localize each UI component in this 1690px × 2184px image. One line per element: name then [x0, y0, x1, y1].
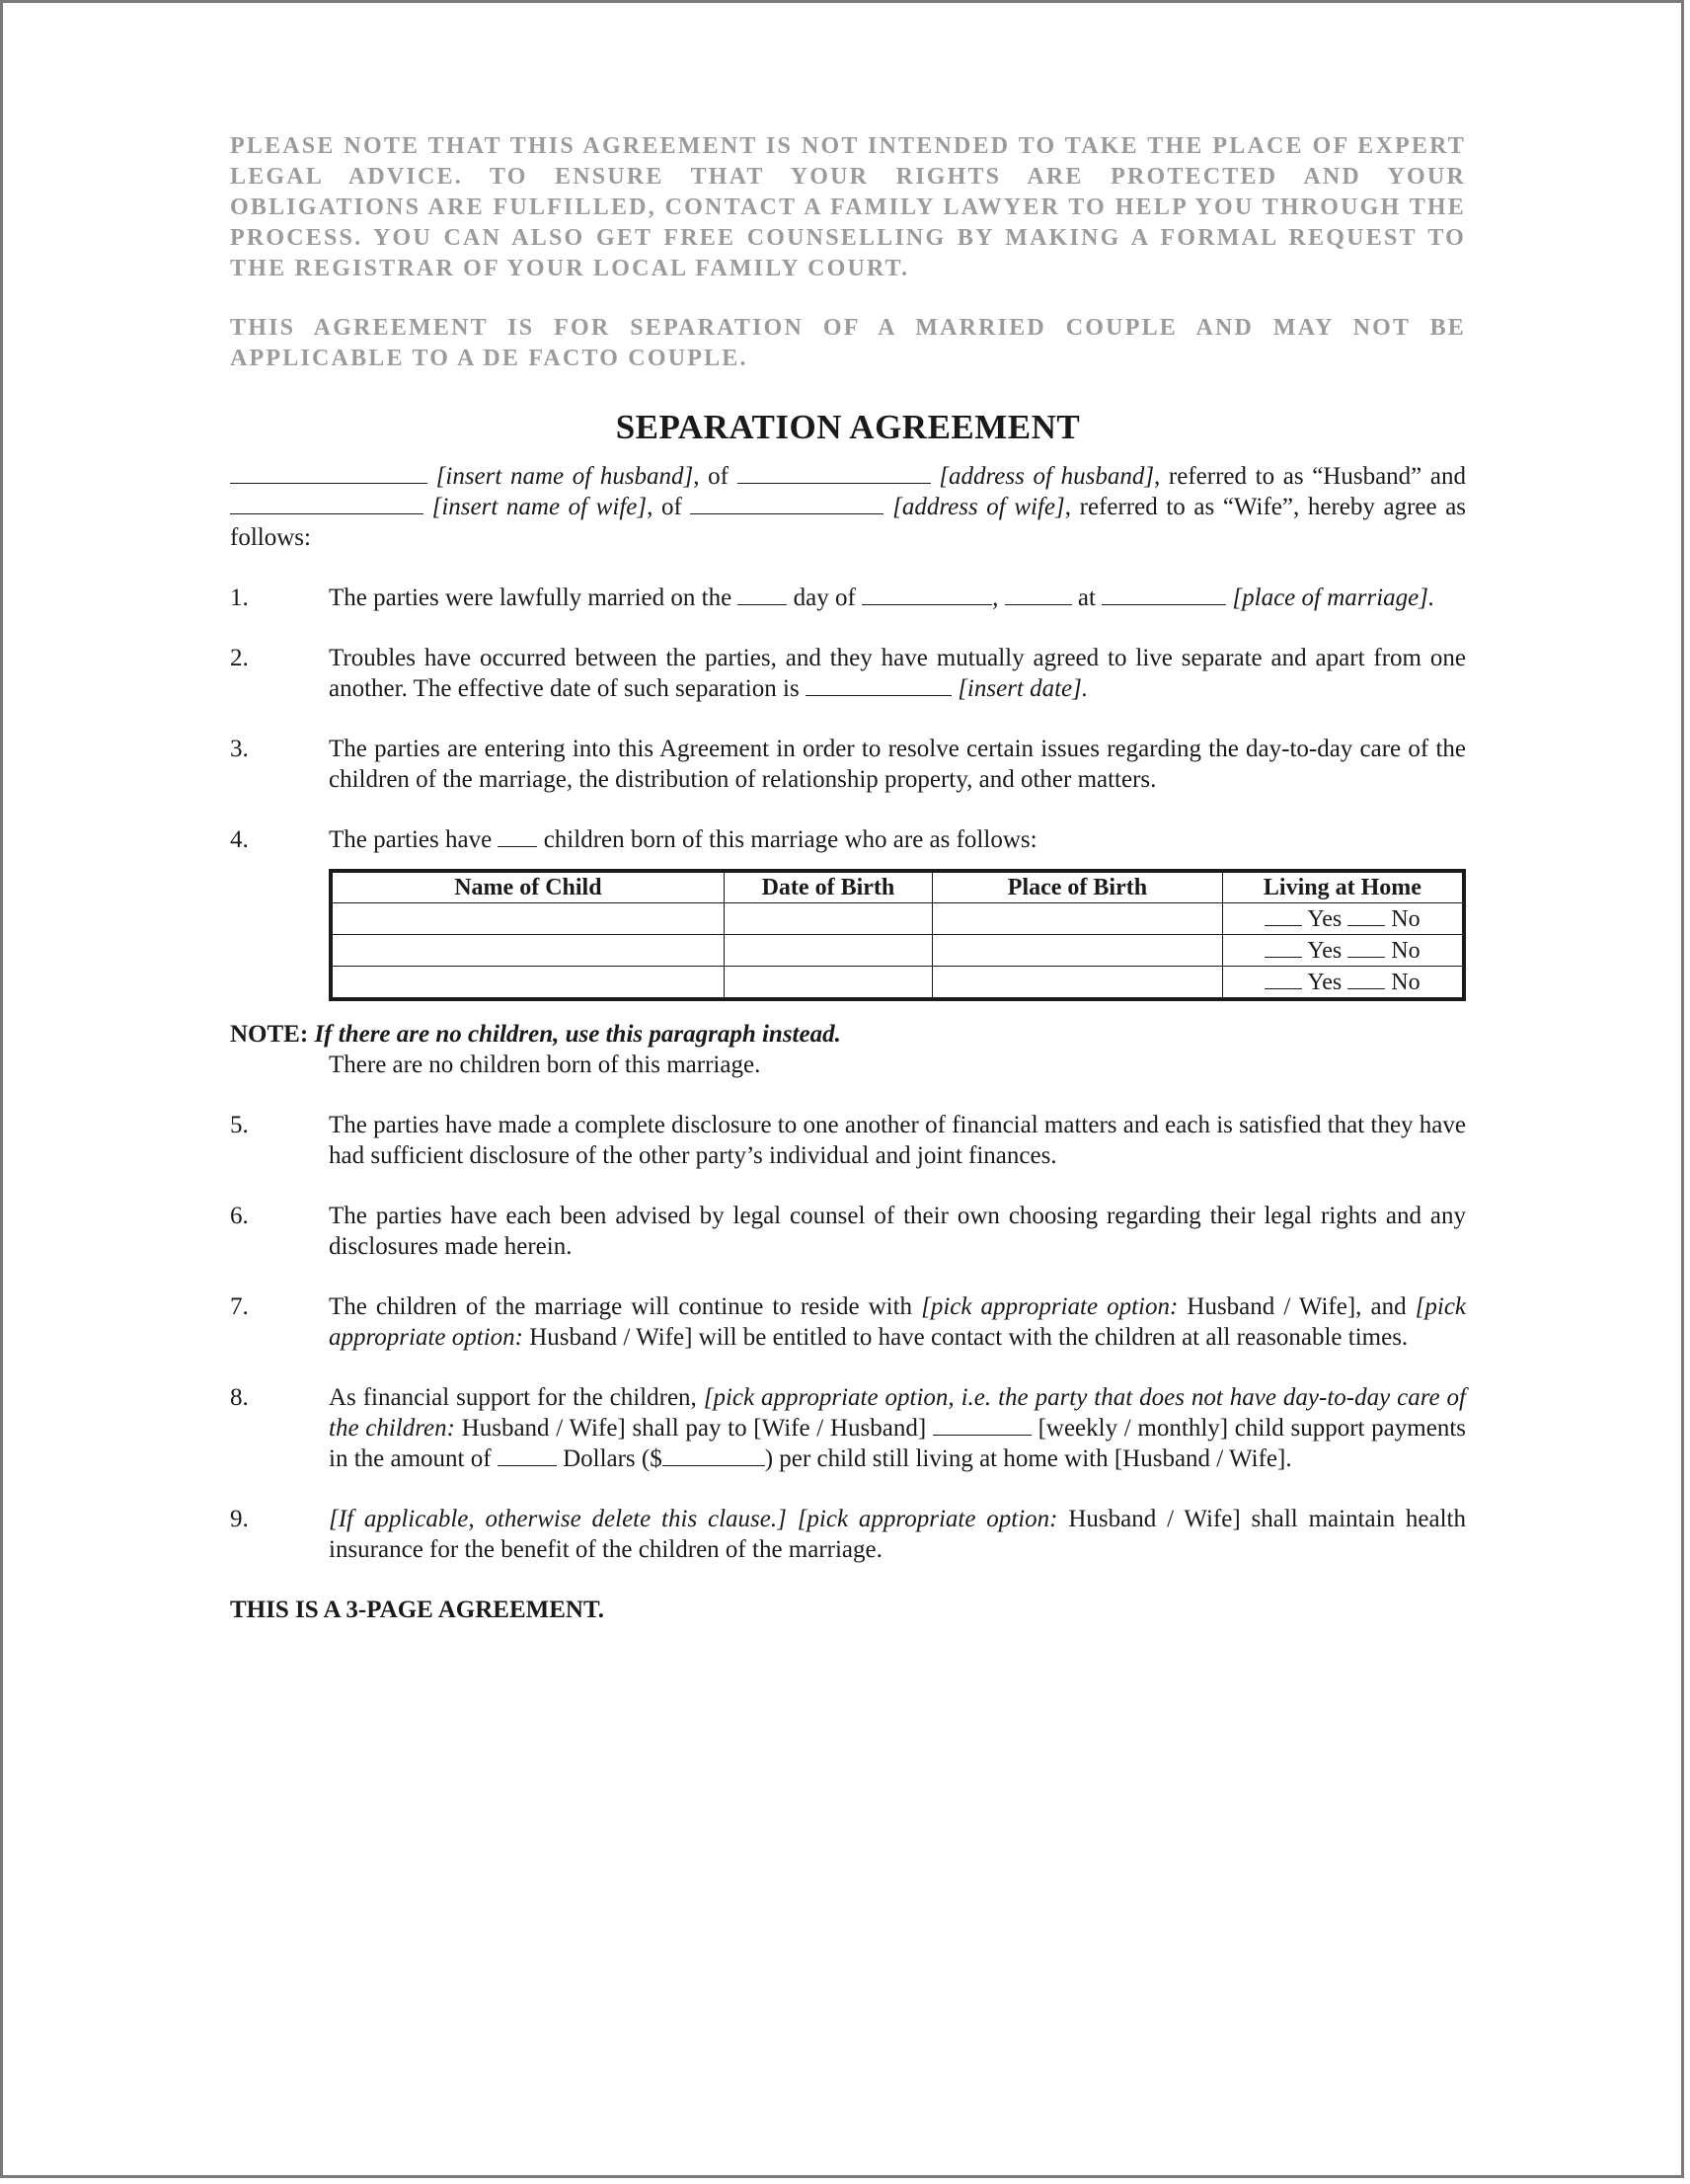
clause-8-text-f: ) per child still living at home with [Husband / Wife]. [764, 1445, 1292, 1472]
clause-7-option-hint-2: [pick appropriate option: [329, 1293, 1467, 1351]
clause-text [329, 643, 1466, 704]
clause-7-option-hint-1: [pick appropriate option: [921, 1293, 1179, 1320]
clause-text [329, 1504, 1466, 1565]
clause-number: 4. [230, 826, 249, 853]
no-blank[interactable] [1347, 905, 1385, 926]
wife-address-hint: [address of wife] [892, 494, 1065, 520]
child-pob-cell[interactable] [933, 935, 1223, 967]
clause-9 [230, 1504, 1466, 1565]
marriage-place-blank[interactable] [1102, 583, 1226, 605]
clause-8-text-a: As financial support for the children, [329, 1384, 697, 1411]
child-pob-cell[interactable] [933, 903, 1223, 935]
husband-name-hint: [insert name of husband] [435, 463, 694, 490]
page-count-note: THIS IS A 3-PAGE AGREEMENT. [230, 1597, 605, 1623]
no-label: No [1391, 970, 1421, 995]
table-header-row [331, 871, 1464, 903]
clause-text [329, 583, 1466, 613]
yes-label: Yes [1307, 970, 1343, 995]
yes-blank[interactable] [1265, 969, 1302, 989]
clause-text: The parties are entering into this Agreement in order to resolve certain issues regarding the day-to-day care of the children of the marriage, the distribution of relationship property, and other matters. [329, 736, 1466, 793]
clause-number: 7. [230, 1293, 249, 1320]
header-date-of-birth: Date of Birth [724, 871, 932, 903]
clause-1 [230, 583, 1466, 613]
clause-text: The parties have each been advised by legal counsel of their own choosing regarding their legal rights and any disclosures made herein. [329, 1203, 1466, 1260]
note-text: There are no children born of this marriage. [329, 1052, 761, 1078]
children-count-blank[interactable] [498, 824, 537, 847]
clause-number: 8. [230, 1384, 249, 1411]
child-name-cell[interactable] [331, 935, 724, 967]
document-content [230, 131, 1466, 1625]
child-pob-cell[interactable] [933, 967, 1223, 1000]
clause-8-text-c: Husband / Wife] shall pay to [Wife / Husband] [461, 1415, 927, 1442]
note-instruction: If there are no children, use this paragraph instead. [314, 1021, 841, 1048]
clause-9-option-hint: [If applicable, otherwise delete this clause.] [pick appropriate option: [329, 1506, 1058, 1532]
no-blank[interactable] [1347, 969, 1385, 989]
separation-date-blank[interactable] [806, 673, 952, 696]
child-dob-cell[interactable] [724, 935, 932, 967]
intro-paragraph [230, 461, 1466, 553]
table-row [331, 903, 1464, 935]
yes-blank[interactable] [1265, 905, 1302, 926]
clause-number: 5. [230, 1112, 249, 1138]
clause-7-text-a: The children of the marriage will continue to reside with [329, 1293, 913, 1320]
intro-of-2: , of [647, 494, 682, 520]
child-dob-cell[interactable] [724, 903, 932, 935]
wife-name-hint: [insert name of wife] [431, 494, 648, 520]
clause-6 [230, 1201, 1466, 1262]
clause-number: 1. [230, 585, 249, 611]
husband-name-blank[interactable] [230, 461, 427, 484]
no-children-note [230, 1019, 1466, 1080]
note-label: NOTE: [230, 1021, 309, 1048]
clause-1-text-b: day of [793, 585, 856, 611]
marriage-day-blank[interactable] [737, 583, 787, 605]
clause-1-text-at: at [1077, 585, 1096, 611]
no-blank[interactable] [1347, 937, 1385, 958]
clause-8-text-e: Dollars ($ [563, 1445, 662, 1472]
clause-8 [230, 1382, 1466, 1474]
clause-8-text-d: [weekly / monthly] child support payments in the amount of [329, 1415, 1467, 1472]
header-name-of-child: Name of Child [331, 871, 724, 903]
clause-text [329, 1382, 1466, 1474]
clause-text: The parties have made a complete disclosure to one another of financial matters and each is satisfied that they have had sufficient disclosure of the other party’s individual and joint finances. [329, 1112, 1466, 1169]
marriage-year-blank[interactable] [1005, 583, 1072, 605]
header-place-of-birth: Place of Birth [933, 871, 1223, 903]
husband-address-blank[interactable] [737, 461, 931, 484]
wife-name-blank[interactable] [230, 492, 423, 514]
clause-7 [230, 1291, 1466, 1353]
clause-1-comma: , [992, 585, 999, 611]
clause-number: 2. [230, 645, 249, 671]
marriage-place-hint: [place of marriage]. [1232, 585, 1435, 611]
clause-4 [230, 824, 1466, 855]
living-at-home-cell [1222, 967, 1464, 1000]
amount-number-blank[interactable] [662, 1443, 765, 1466]
clause-number: 3. [230, 736, 249, 762]
child-dob-cell[interactable] [724, 967, 932, 1000]
husband-address-hint: [address of husband] [939, 463, 1155, 490]
applicability-notice-paragraph: THIS AGREEMENT IS FOR SEPARATION OF A MARRIED COUPLE AND MAY NOT BE APPLICABLE TO A DE FACTO COUPLE. [230, 315, 1466, 371]
child-name-cell[interactable] [331, 967, 724, 1000]
clause-3 [230, 734, 1466, 795]
living-at-home-cell [1222, 935, 1464, 967]
clause-1-text-a: The parties were lawfully married on the [329, 585, 732, 611]
marriage-month-blank[interactable] [862, 583, 992, 605]
header-living-at-home: Living at Home [1222, 871, 1464, 903]
page-title: SEPARATION AGREEMENT [615, 408, 1081, 446]
living-at-home-cell [1222, 903, 1464, 935]
payment-frequency-blank[interactable] [933, 1413, 1032, 1436]
clause-2-text-a: Troubles have occurred between the parties, and they have mutually agreed to live separate and apart from one another. The effective date of such separation is [329, 645, 1466, 702]
clause-4-text-b: children born of this marriage who are as follows: [543, 826, 1037, 853]
clause-4-text-a: The parties have [329, 826, 493, 853]
legal-notice-paragraph: PLEASE NOTE THAT THIS AGREEMENT IS NOT INTENDED TO TAKE THE PLACE OF EXPERT LEGAL ADVICE. TO ENSURE THAT YOUR RIGHTS ARE PROTECTED AND YOUR OBLIGATIONS ARE FULFILLED, CONTACT A FAMILY LAWYER TO HELP YOU THROUGH THE PROCESS. YOU CAN ALSO GET FREE COUNSELLING BY MAKING A FORMAL REQUEST TO THE REGISTRAR OF YOUR LOCAL FAMILY COURT. [230, 133, 1466, 281]
yes-label: Yes [1307, 938, 1343, 964]
no-label: No [1391, 906, 1421, 932]
intro-of-1: , of [693, 463, 729, 490]
table-row [331, 967, 1464, 1000]
wife-address-blank[interactable] [690, 492, 883, 514]
intro-referred-wife: , referred to as “Wife”, hereby agree as follows: [230, 494, 1467, 551]
yes-label: Yes [1307, 906, 1343, 932]
child-name-cell[interactable] [331, 903, 724, 935]
clause-5 [230, 1110, 1466, 1171]
table-row [331, 935, 1464, 967]
yes-blank[interactable] [1265, 937, 1302, 958]
separation-date-hint: [insert date]. [958, 675, 1089, 702]
clause-text [329, 824, 1466, 855]
clause-number: 6. [230, 1203, 249, 1229]
clause-number: 9. [230, 1506, 249, 1532]
clause-2 [230, 643, 1466, 704]
intro-referred-husband: , referred to as “Husband” and [1154, 463, 1467, 490]
clause-8-option-hint: [pick appropriate option, i.e. the party that does not have day-to-day care of the children: [329, 1384, 1467, 1442]
clause-9-text-b: Husband / Wife] shall maintain health insurance for the benefit of the children of the marriage. [329, 1506, 1466, 1563]
clause-text [329, 1291, 1466, 1353]
clause-7-text-c: Husband / Wife], and [1187, 1293, 1407, 1320]
clause-7-text-e: Husband / Wife] will be entitled to have contact with the children at all reasonable times. [529, 1324, 1409, 1351]
children-table [329, 869, 1466, 1001]
amount-words-blank[interactable] [498, 1443, 557, 1466]
no-label: No [1391, 938, 1421, 964]
